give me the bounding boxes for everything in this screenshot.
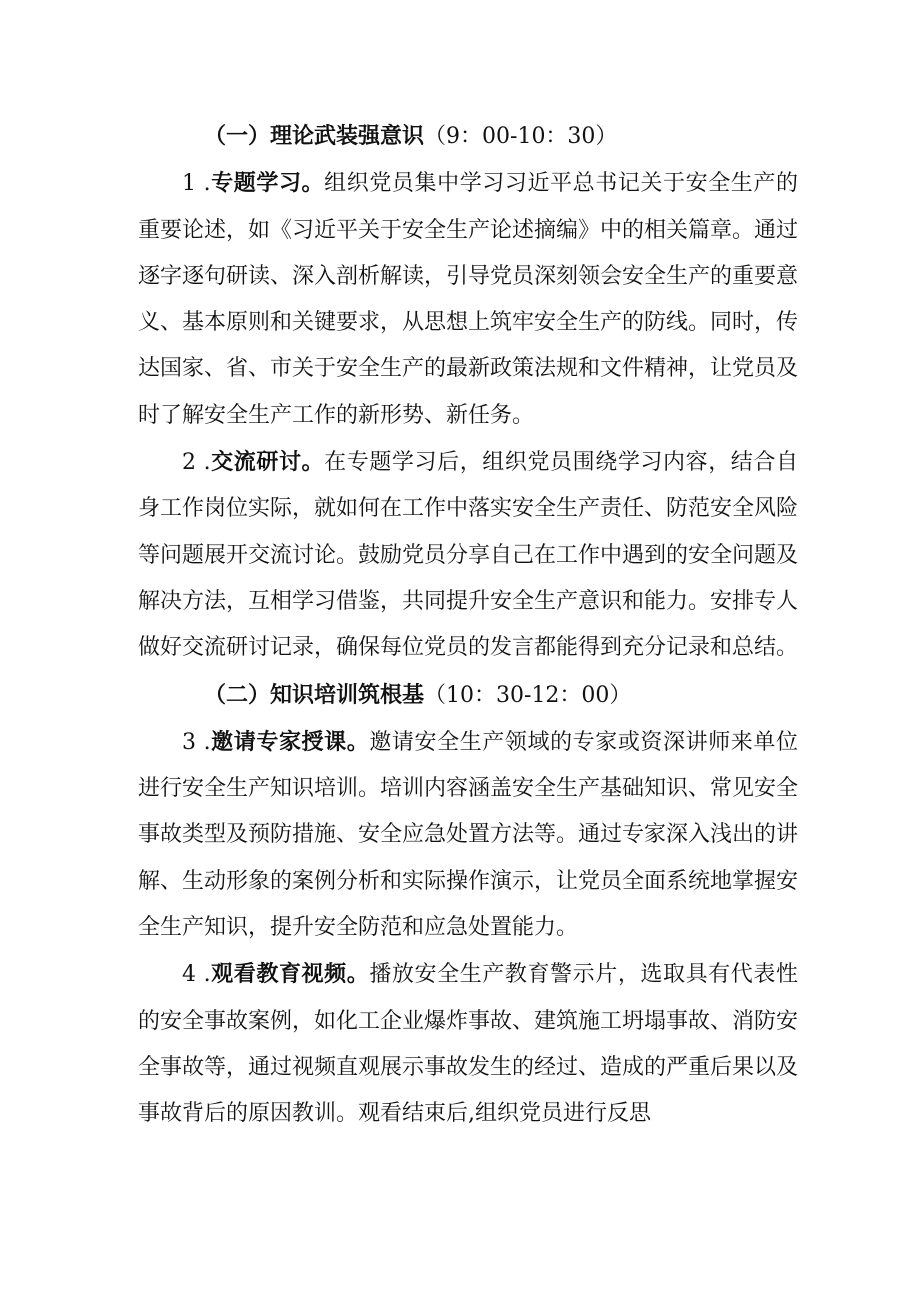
paragraph-4-number: 4 .	[182, 962, 211, 988]
paragraph-3-title: 邀请专家授课。	[210, 728, 370, 755]
section-heading-1-time: （9：00-10：30）	[424, 124, 618, 149]
paragraph-2	[138, 439, 798, 671]
paragraph-3-text: 邀请安全生产领域的专家或资深讲师来单位进行安全生产知识培训。培训内容涵盖安全生产基础知识、常见安全事故类型及预防措施、安全应急处置方法等。通过专家深入浅出的讲解、生动形象的案例分析和实际操作演示，让党员全面系统地掌握安全生产知识，提升安全防范和应急处置能力。	[138, 729, 799, 941]
paragraph-3	[138, 719, 798, 951]
paragraph-4-title: 观看教育视频。	[210, 961, 370, 988]
paragraph-1-text: 组织党员集中学习习近平总书记关于安全生产的重要论述，如《习近平关于安全生产论述摘编》中的相关篇章。通过逐字逐句研读、深入剖析解读，引导党员深刻领会安全生产的重要意义、基本原则和关键要求，从思想上筑牢安全生产的防线。同时，传达国家、省、市关于安全生产的最新政策法规和文件精神，让党员及时了解安全生产工作的新形势、新任务。	[138, 171, 799, 428]
section-heading-2-time: （10：30-12：00）	[424, 682, 632, 708]
paragraph-2-title: 交流研讨。	[210, 449, 325, 476]
section-heading-1	[138, 113, 798, 160]
paragraph-2-number: 2 .	[182, 450, 211, 476]
document-body	[138, 113, 798, 1138]
section-heading-2-title: （二）知识培训筑根基	[204, 681, 425, 708]
paragraph-2-text: 在专题学习后，组织党员围绕学习内容，结合自身工作岗位实际，就如何在工作中落实安全生产责任、防范安全风险等问题展开交流讨论。鼓励党员分享自己在工作中遇到的安全问题及解决方法，互相学习借鉴，共同提升安全生产意识和能力。安排专人做好交流研讨记录，确保每位党员的发言都能得到充分记录和总结。	[138, 450, 799, 661]
paragraph-1	[138, 160, 798, 439]
paragraph-3-number: 3 .	[182, 729, 211, 755]
paragraph-4	[138, 951, 798, 1137]
paragraph-1-title: 专题学习。	[210, 170, 325, 197]
section-heading-1-title: （一）理论武装强意识	[204, 123, 425, 149]
paragraph-4-text: 播放安全生产教育警示片，选取具有代表性的安全事故案例，如化工企业爆炸事故、建筑施工坍塌事故、消防安全事故等，通过视频直观展示事故发生的经过、造成的严重后果以及事故背后的原因教训。观看结束后,组织党员进行反思	[138, 962, 799, 1127]
section-heading-2	[138, 672, 798, 719]
paragraph-1-number: 1 .	[182, 171, 211, 197]
